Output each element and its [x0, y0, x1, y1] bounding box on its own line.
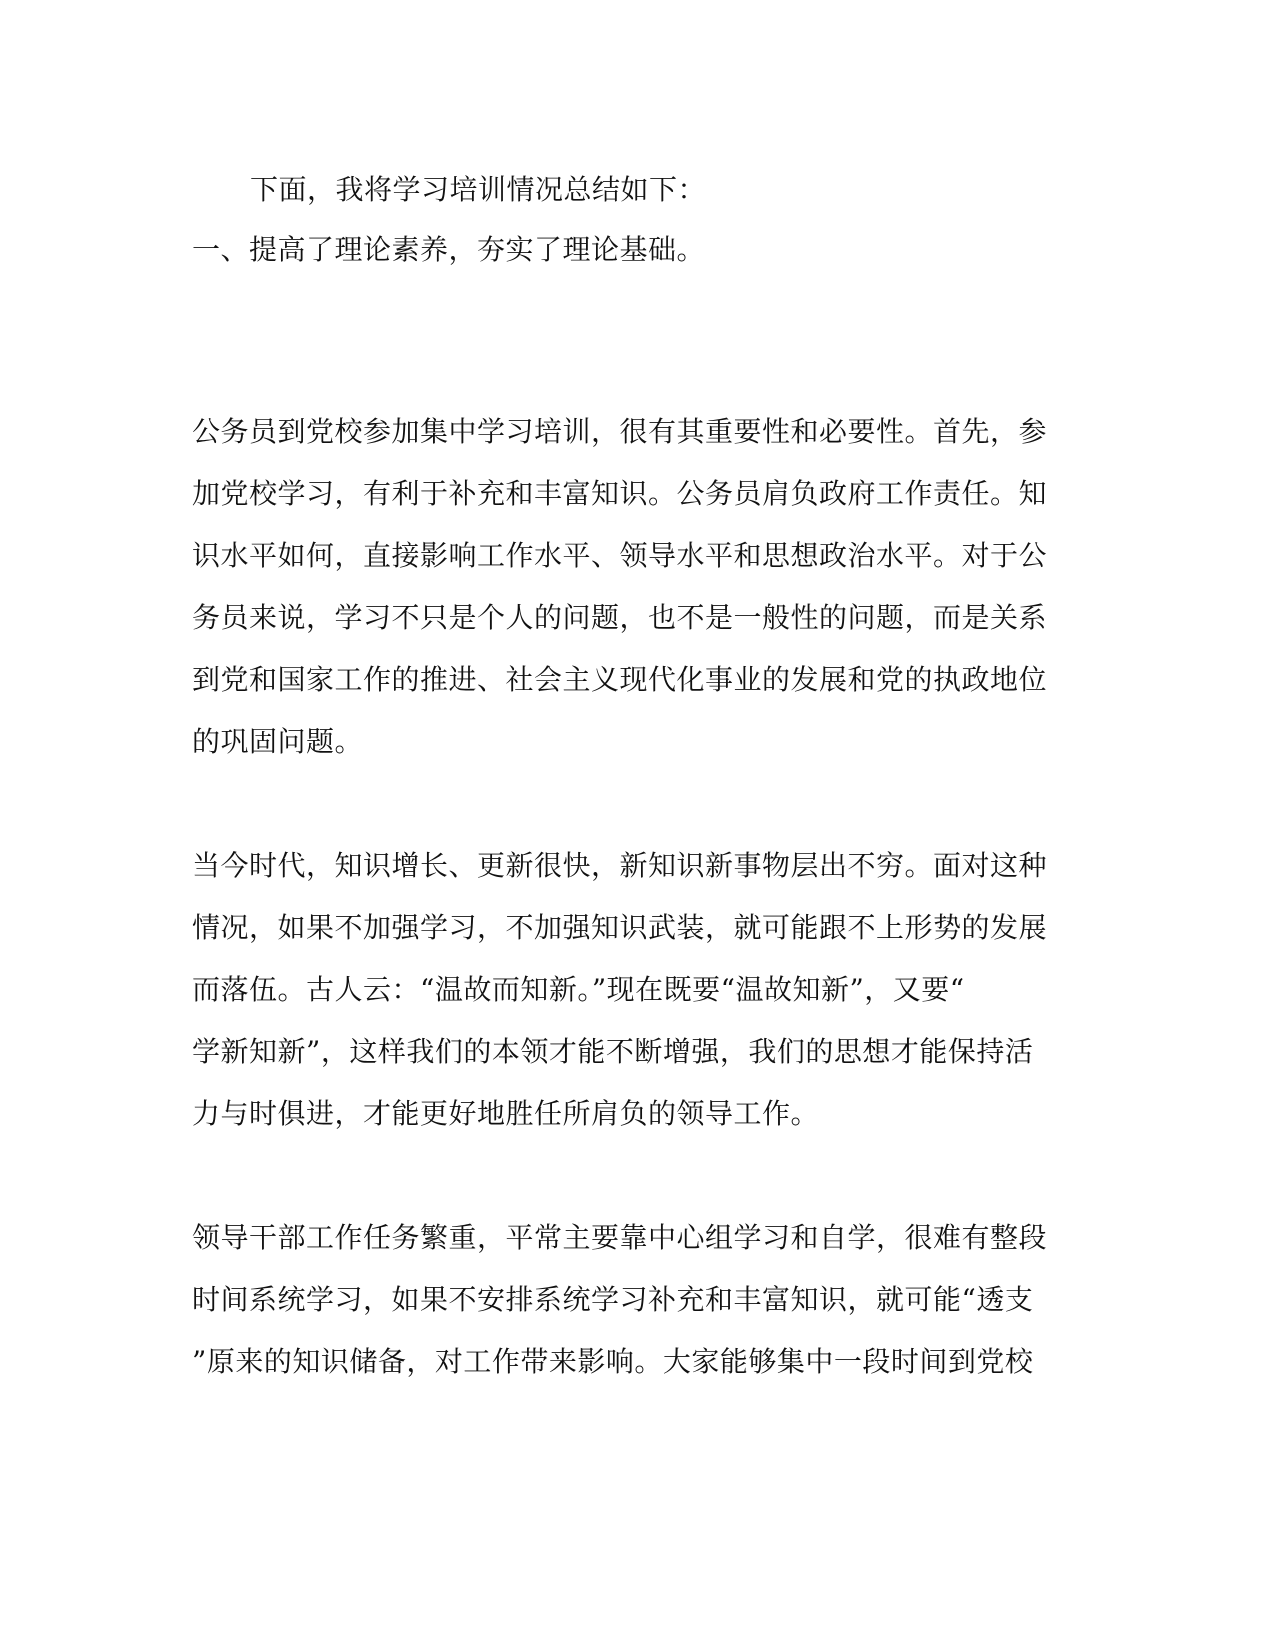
paragraph-1-line-1: 公务员到党校参加集中学习培训，很有其重要性和必要性。首先，参	[192, 415, 1048, 448]
section-heading: 一、提高了理论素养，夯实了理论基础。	[192, 233, 706, 266]
paragraph-1-line-6: 的巩固问题。	[192, 725, 364, 758]
paragraph-2-line-3: 而落伍。古人云：“温故而知新。”现在既要“温故知新”，又要“	[192, 973, 965, 1006]
paragraph-2-line-2: 情况，如果不加强学习，不加强知识武装，就可能跟不上形势的发展	[192, 911, 1048, 944]
paragraph-1-line-5: 到党和国家工作的推进、社会主义现代化事业的发展和党的执政地位	[192, 663, 1048, 696]
paragraph-2-line-5: 力与时俱进，才能更好地胜任所肩负的领导工作。	[192, 1097, 820, 1130]
paragraph-3-line-1: 领导干部工作任务繁重，平常主要靠中心组学习和自学，很难有整段	[192, 1221, 1048, 1254]
paragraph-1-line-2: 加党校学习，有利于补充和丰富知识。公务员肩负政府工作责任。知	[192, 477, 1048, 510]
paragraph-2-line-1: 当今时代，知识增长、更新很快，新知识新事物层出不穷。面对这种	[192, 849, 1048, 882]
paragraph-1-line-4: 务员来说，学习不只是个人的问题，也不是一般性的问题，而是关系	[192, 601, 1048, 634]
paragraph-2-line-4: 学新知新”，这样我们的本领才能不断增强，我们的思想才能保持活	[192, 1035, 1034, 1068]
intro-line: 下面，我将学习培训情况总结如下：	[250, 173, 707, 206]
paragraph-3-line-2: 时间系统学习，如果不安排系统学习补充和丰富知识，就可能“透支	[192, 1283, 1034, 1316]
paragraph-3-line-3: ”原来的知识储备，对工作带来影响。大家能够集中一段时间到党校	[192, 1345, 1034, 1378]
paragraph-1-line-3: 识水平如何，直接影响工作水平、领导水平和思想政治水平。对于公	[192, 539, 1048, 572]
